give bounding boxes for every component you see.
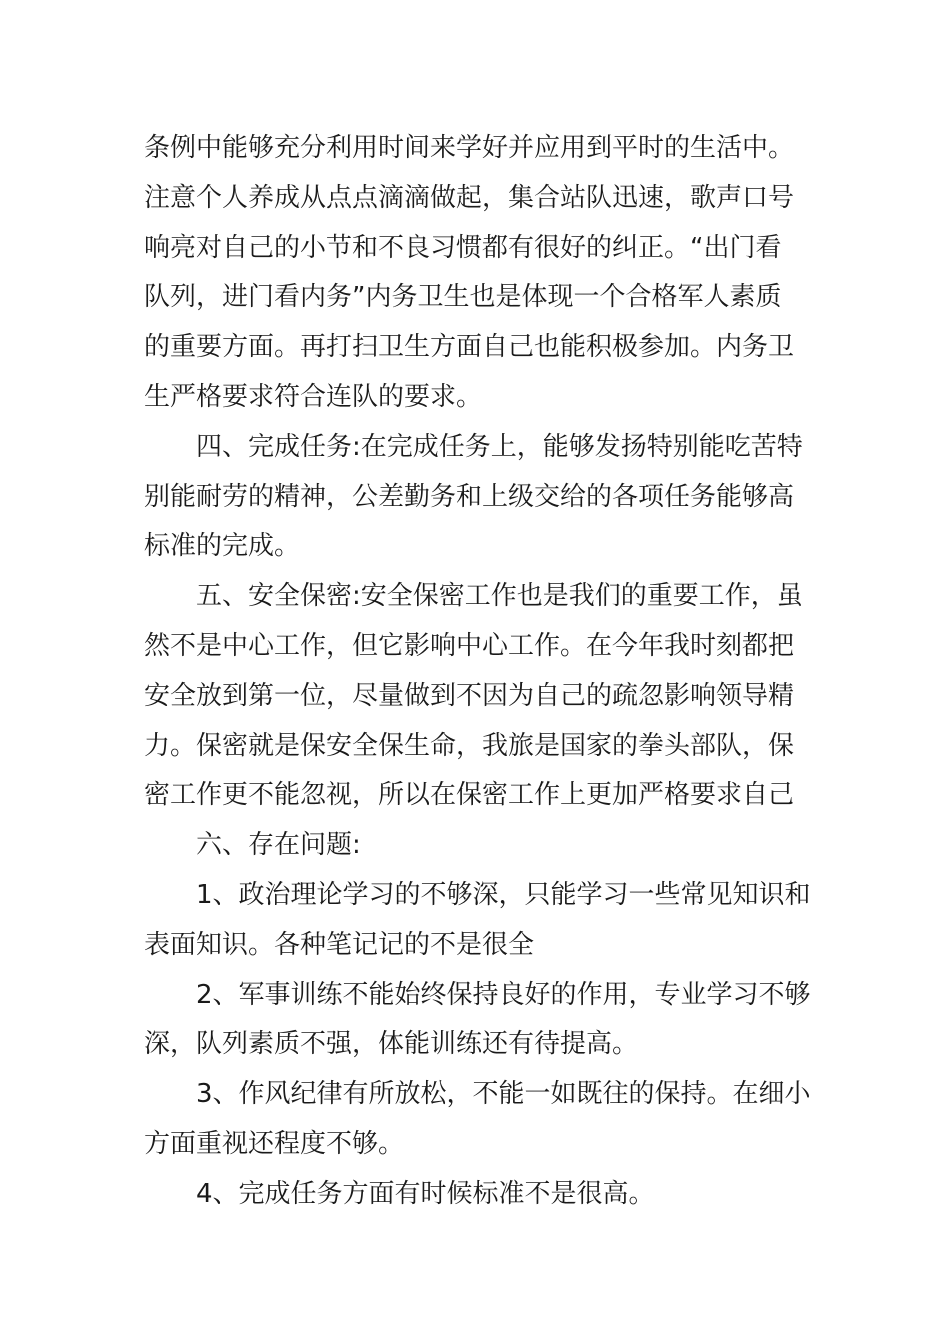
text-line: 表面知识。各种笔记记的不是很全: [144, 929, 535, 960]
text-line: 安全放到第一位，尽量做到不因为自己的疏忽影响领导精: [144, 680, 795, 711]
text-line: 条例中能够充分利用时间来学好并应用到平时的生活中。: [144, 133, 795, 163]
section-heading-line: 五、安全保密:安全保密工作也是我们的重要工作，虽: [196, 581, 803, 612]
text-line: 生严格要求符合连队的要求。: [144, 381, 483, 412]
text-line: 密工作更不能忽视，所以在保密工作上更加严格要求自己: [144, 780, 795, 811]
list-item-line: 3、作风纪律有所放松，不能一如既往的保持。在细小: [196, 1079, 811, 1110]
list-item-line: 4、完成任务方面有时候标准不是很高。: [196, 1178, 655, 1209]
text-line: 响亮对自己的小节和不良习惯都有很好的纠正。“出门看: [144, 232, 782, 263]
text-line: 标准的完成。: [144, 531, 301, 562]
text-line: 深，队列素质不强，体能训练还有待提高。: [144, 1029, 639, 1060]
list-item-line: 2、军事训练不能始终保持良好的作用，专业学习不够: [196, 979, 811, 1010]
text-line: 的重要方面。再打扫卫生方面自己也能积极参加。内务卫: [144, 332, 795, 363]
section-heading-line: 四、完成任务:在完成任务上，能够发扬特别能吃苦特: [196, 431, 803, 462]
document-body: [144, 124, 809, 1220]
text-line: 别能耐劳的精神，公差勤务和上级交给的各项任务能够高: [144, 481, 795, 512]
text-line: 力。保密就是保安全保生命，我旅是国家的拳头部队，保: [144, 730, 795, 761]
text-line: 队列，进门看内务”内务卫生也是体现一个合格军人素质: [144, 282, 782, 313]
text-line: 注意个人养成从点点滴滴做起，集合站队迅速，歌声口号: [144, 182, 795, 213]
section-heading-line: 六、存在问题:: [196, 830, 361, 861]
text-line: 方面重视还程度不够。: [144, 1128, 405, 1159]
list-item-line: 1、政治理论学习的不够深，只能学习一些常见知识和: [196, 879, 811, 910]
text-line: 然不是中心工作，但它影响中心工作。在今年我时刻都把: [144, 630, 795, 661]
